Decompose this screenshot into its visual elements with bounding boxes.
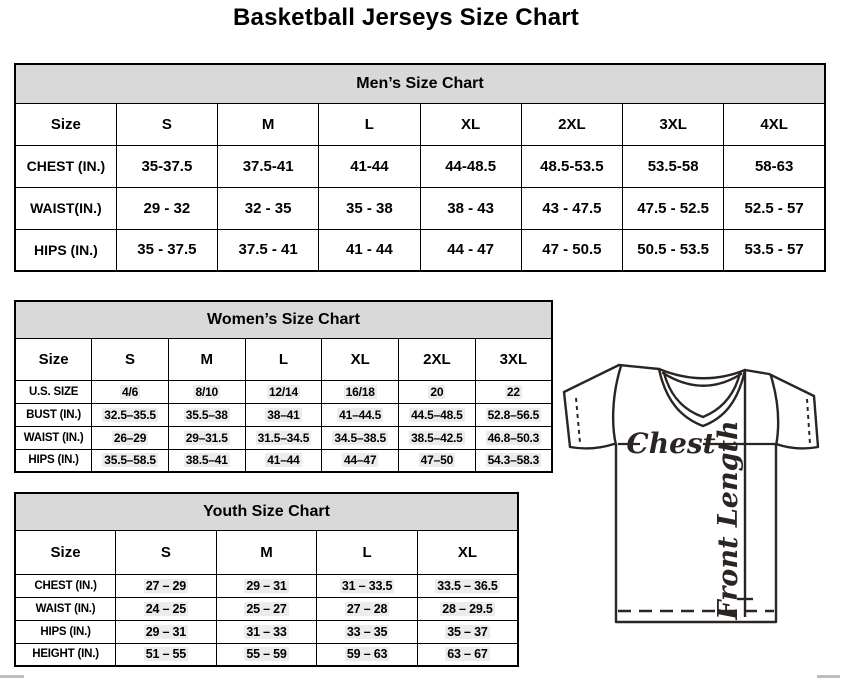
table-cell: [116, 597, 217, 620]
table-row: [15, 145, 825, 187]
column-header: M: [216, 530, 317, 574]
table-cell: [218, 145, 319, 187]
cell-value: 35.5–58.5: [104, 453, 156, 468]
row-label: CHEST (IN.): [15, 574, 116, 597]
column-header: M: [218, 103, 319, 145]
cell-value: 47–50: [420, 453, 454, 468]
table-cell: [322, 449, 399, 472]
cell-value: 29 - 32: [143, 199, 191, 217]
row-label: U.S. SIZE: [15, 380, 92, 403]
cell-value: 55 – 59: [246, 647, 287, 662]
cell-value: 46.8–50.3: [487, 430, 540, 445]
column-header: 2XL: [399, 338, 476, 380]
table-cell: [116, 643, 217, 666]
column-header: S: [116, 103, 217, 145]
cell-value: 24 – 25: [145, 601, 187, 616]
table-cell: [724, 229, 825, 271]
table-row: [15, 449, 552, 472]
cell-value: 8/10: [195, 384, 219, 399]
table-cell: [92, 380, 169, 403]
cell-value: 33 – 35: [346, 624, 388, 639]
table-cell: [399, 380, 476, 403]
cell-value: 33.5 – 36.5: [437, 578, 498, 593]
cell-value: 44.5–48.5: [411, 407, 463, 422]
cell-value: 43 - 47.5: [542, 199, 602, 217]
table-cell: [475, 380, 552, 403]
table-cell: [245, 449, 322, 472]
cell-value: 31 – 33.5: [341, 578, 393, 593]
column-header: 3XL: [623, 103, 724, 145]
row-label: BUST (IN.): [15, 403, 92, 426]
table-cell: [92, 426, 169, 449]
table-cell: [245, 403, 322, 426]
cell-value: 47 - 50.5: [542, 241, 602, 259]
cell-value: 29–31.5: [185, 430, 228, 445]
table-cell: [168, 403, 245, 426]
jersey-outline-icon: [564, 365, 818, 622]
cell-value: 34.5–38.5: [334, 430, 386, 445]
cell-value: 53.5-58: [647, 157, 699, 175]
cell-value: 4/6: [122, 384, 139, 399]
table-cell: [116, 187, 217, 229]
table-cell: [475, 426, 552, 449]
cell-value: 31 – 33: [246, 624, 287, 639]
cell-value: 35-37.5: [141, 157, 193, 175]
table-cell: [116, 145, 217, 187]
column-header: M: [168, 338, 245, 380]
page-title: Basketball Jerseys Size Chart: [233, 4, 579, 31]
table-cell: [475, 403, 552, 426]
column-header: L: [319, 103, 420, 145]
cell-value: 27 – 28: [346, 601, 388, 616]
table-row: [15, 643, 518, 666]
mens-size-table: [14, 63, 826, 272]
cell-value: 35 - 37.5: [137, 241, 197, 259]
table-row: [15, 620, 518, 643]
table-cell: [399, 403, 476, 426]
table-cell: [399, 449, 476, 472]
column-header: 3XL: [475, 338, 552, 380]
row-label: WAIST(IN.): [15, 187, 116, 229]
cell-value: 52.5 - 57: [744, 199, 804, 217]
cell-value: 32.5–35.5: [104, 407, 156, 422]
column-header: Size: [15, 103, 116, 145]
table-row: [15, 187, 825, 229]
cell-value: 41–44.5: [339, 407, 382, 422]
table-cell: [623, 229, 724, 271]
table-cell: [420, 145, 521, 187]
table-cell: [322, 403, 399, 426]
table-row: [15, 380, 552, 403]
column-header: Size: [15, 530, 116, 574]
cell-value: 37.5-41: [242, 157, 294, 175]
cell-value: 63 – 67: [447, 647, 488, 662]
table-cell: [319, 145, 420, 187]
row-label: HIPS (IN.): [15, 229, 116, 271]
table-cell: [92, 449, 169, 472]
table-cell: [218, 229, 319, 271]
table-cell: [322, 426, 399, 449]
row-label: CHEST (IN.): [15, 145, 116, 187]
table-cell: [417, 574, 518, 597]
table-cell: [724, 187, 825, 229]
cell-value: 35 – 37: [447, 624, 488, 639]
table-cell: [521, 187, 622, 229]
table-cell: [475, 449, 552, 472]
table-cell: [417, 620, 518, 643]
cell-value: 27 – 29: [145, 578, 187, 593]
column-header: L: [317, 530, 418, 574]
cell-value: 29 – 31: [246, 578, 287, 593]
cell-value: 32 - 35: [244, 199, 292, 217]
table-cell: [521, 145, 622, 187]
table-cell: [216, 597, 317, 620]
cell-value: 59 – 63: [346, 647, 388, 662]
table-cell: [322, 380, 399, 403]
column-header: S: [116, 530, 217, 574]
table-cell: [417, 597, 518, 620]
row-label: HIPS (IN.): [15, 449, 92, 472]
cell-value: 52.8–56.5: [487, 407, 540, 422]
row-label: HIPS (IN.): [15, 620, 116, 643]
cell-value: 37.5 - 41: [238, 241, 298, 259]
table-cell: [319, 187, 420, 229]
womens-size-table-title: Women’s Size Chart: [15, 301, 552, 338]
womens-size-table: [14, 300, 553, 473]
cell-value: 29 – 31: [145, 624, 187, 639]
cell-value: 38.5–42.5: [411, 430, 463, 445]
chest-label: Chest: [626, 427, 716, 460]
cell-value: 35 - 38: [346, 199, 393, 217]
column-header: 4XL: [724, 103, 825, 145]
table-row: [15, 574, 518, 597]
table-cell: [168, 449, 245, 472]
youth-size-table-title: Youth Size Chart: [15, 493, 518, 530]
mens-size-table-title: Men’s Size Chart: [15, 64, 825, 103]
front-length-label: Front Length: [713, 420, 744, 620]
cell-value: 20: [430, 384, 444, 399]
table-cell: [216, 620, 317, 643]
cell-value: 53.5 - 57: [744, 241, 804, 259]
column-header: Size: [15, 338, 92, 380]
cell-value: 54.3–58.3: [487, 453, 540, 468]
table-row: [15, 426, 552, 449]
column-header: S: [92, 338, 169, 380]
cell-value: 31.5–34.5: [257, 430, 310, 445]
table-cell: [420, 229, 521, 271]
cell-value: 38.5–41: [185, 453, 228, 468]
row-label: WAIST (IN.): [15, 426, 92, 449]
column-header: XL: [417, 530, 518, 574]
cell-value: 50.5 - 53.5: [637, 241, 709, 259]
cell-value: 12/14: [268, 384, 298, 399]
cell-value: 48.5-53.5: [540, 157, 604, 175]
row-label: WAIST (IN.): [15, 597, 116, 620]
cell-value: 47.5 - 52.5: [637, 199, 709, 217]
table-row: [15, 229, 825, 271]
table-cell: [92, 403, 169, 426]
row-label: HEIGHT (IN.): [15, 643, 116, 666]
table-row: [15, 403, 552, 426]
cell-value: 28 – 29.5: [442, 601, 493, 616]
cell-value: 35.5–38: [185, 407, 228, 422]
column-header: XL: [420, 103, 521, 145]
table-cell: [245, 426, 322, 449]
table-cell: [724, 145, 825, 187]
table-cell: [623, 145, 724, 187]
cell-value: 51 – 55: [145, 647, 187, 662]
column-header: L: [245, 338, 322, 380]
column-header: 2XL: [521, 103, 622, 145]
youth-size-table: [14, 492, 519, 667]
cell-value: 58-63: [754, 157, 794, 175]
jersey-measurement-diagram: [550, 355, 843, 645]
table-cell: [623, 187, 724, 229]
cell-value: 38–41: [267, 407, 300, 422]
table-cell: [420, 187, 521, 229]
table-cell: [216, 643, 317, 666]
column-header: XL: [322, 338, 399, 380]
horizontal-scrollbar-thumb-left[interactable]: [0, 675, 24, 678]
horizontal-scrollbar-thumb-right[interactable]: [817, 675, 840, 678]
cell-value: 44 - 47: [447, 241, 494, 259]
table-cell: [216, 574, 317, 597]
table-row: [15, 597, 518, 620]
cell-value: 25 – 27: [246, 601, 287, 616]
cell-value: 16/18: [345, 384, 375, 399]
cell-value: 41-44: [350, 157, 389, 175]
cell-value: 22: [506, 384, 520, 399]
table-cell: [116, 620, 217, 643]
table-cell: [417, 643, 518, 666]
table-cell: [218, 187, 319, 229]
cell-value: 44–47: [343, 453, 377, 468]
cell-value: 26–29: [113, 430, 147, 445]
table-cell: [317, 620, 418, 643]
table-cell: [521, 229, 622, 271]
cell-value: 38 - 43: [447, 199, 494, 217]
table-cell: [319, 229, 420, 271]
table-cell: [168, 380, 245, 403]
cell-value: 41 - 44: [346, 241, 393, 259]
table-cell: [245, 380, 322, 403]
table-cell: [168, 426, 245, 449]
table-cell: [116, 229, 217, 271]
cell-value: 41–44: [267, 453, 300, 468]
table-cell: [116, 574, 217, 597]
table-cell: [317, 597, 418, 620]
table-cell: [317, 574, 418, 597]
table-cell: [317, 643, 418, 666]
cell-value: 44-48.5: [445, 157, 497, 175]
table-cell: [399, 426, 476, 449]
